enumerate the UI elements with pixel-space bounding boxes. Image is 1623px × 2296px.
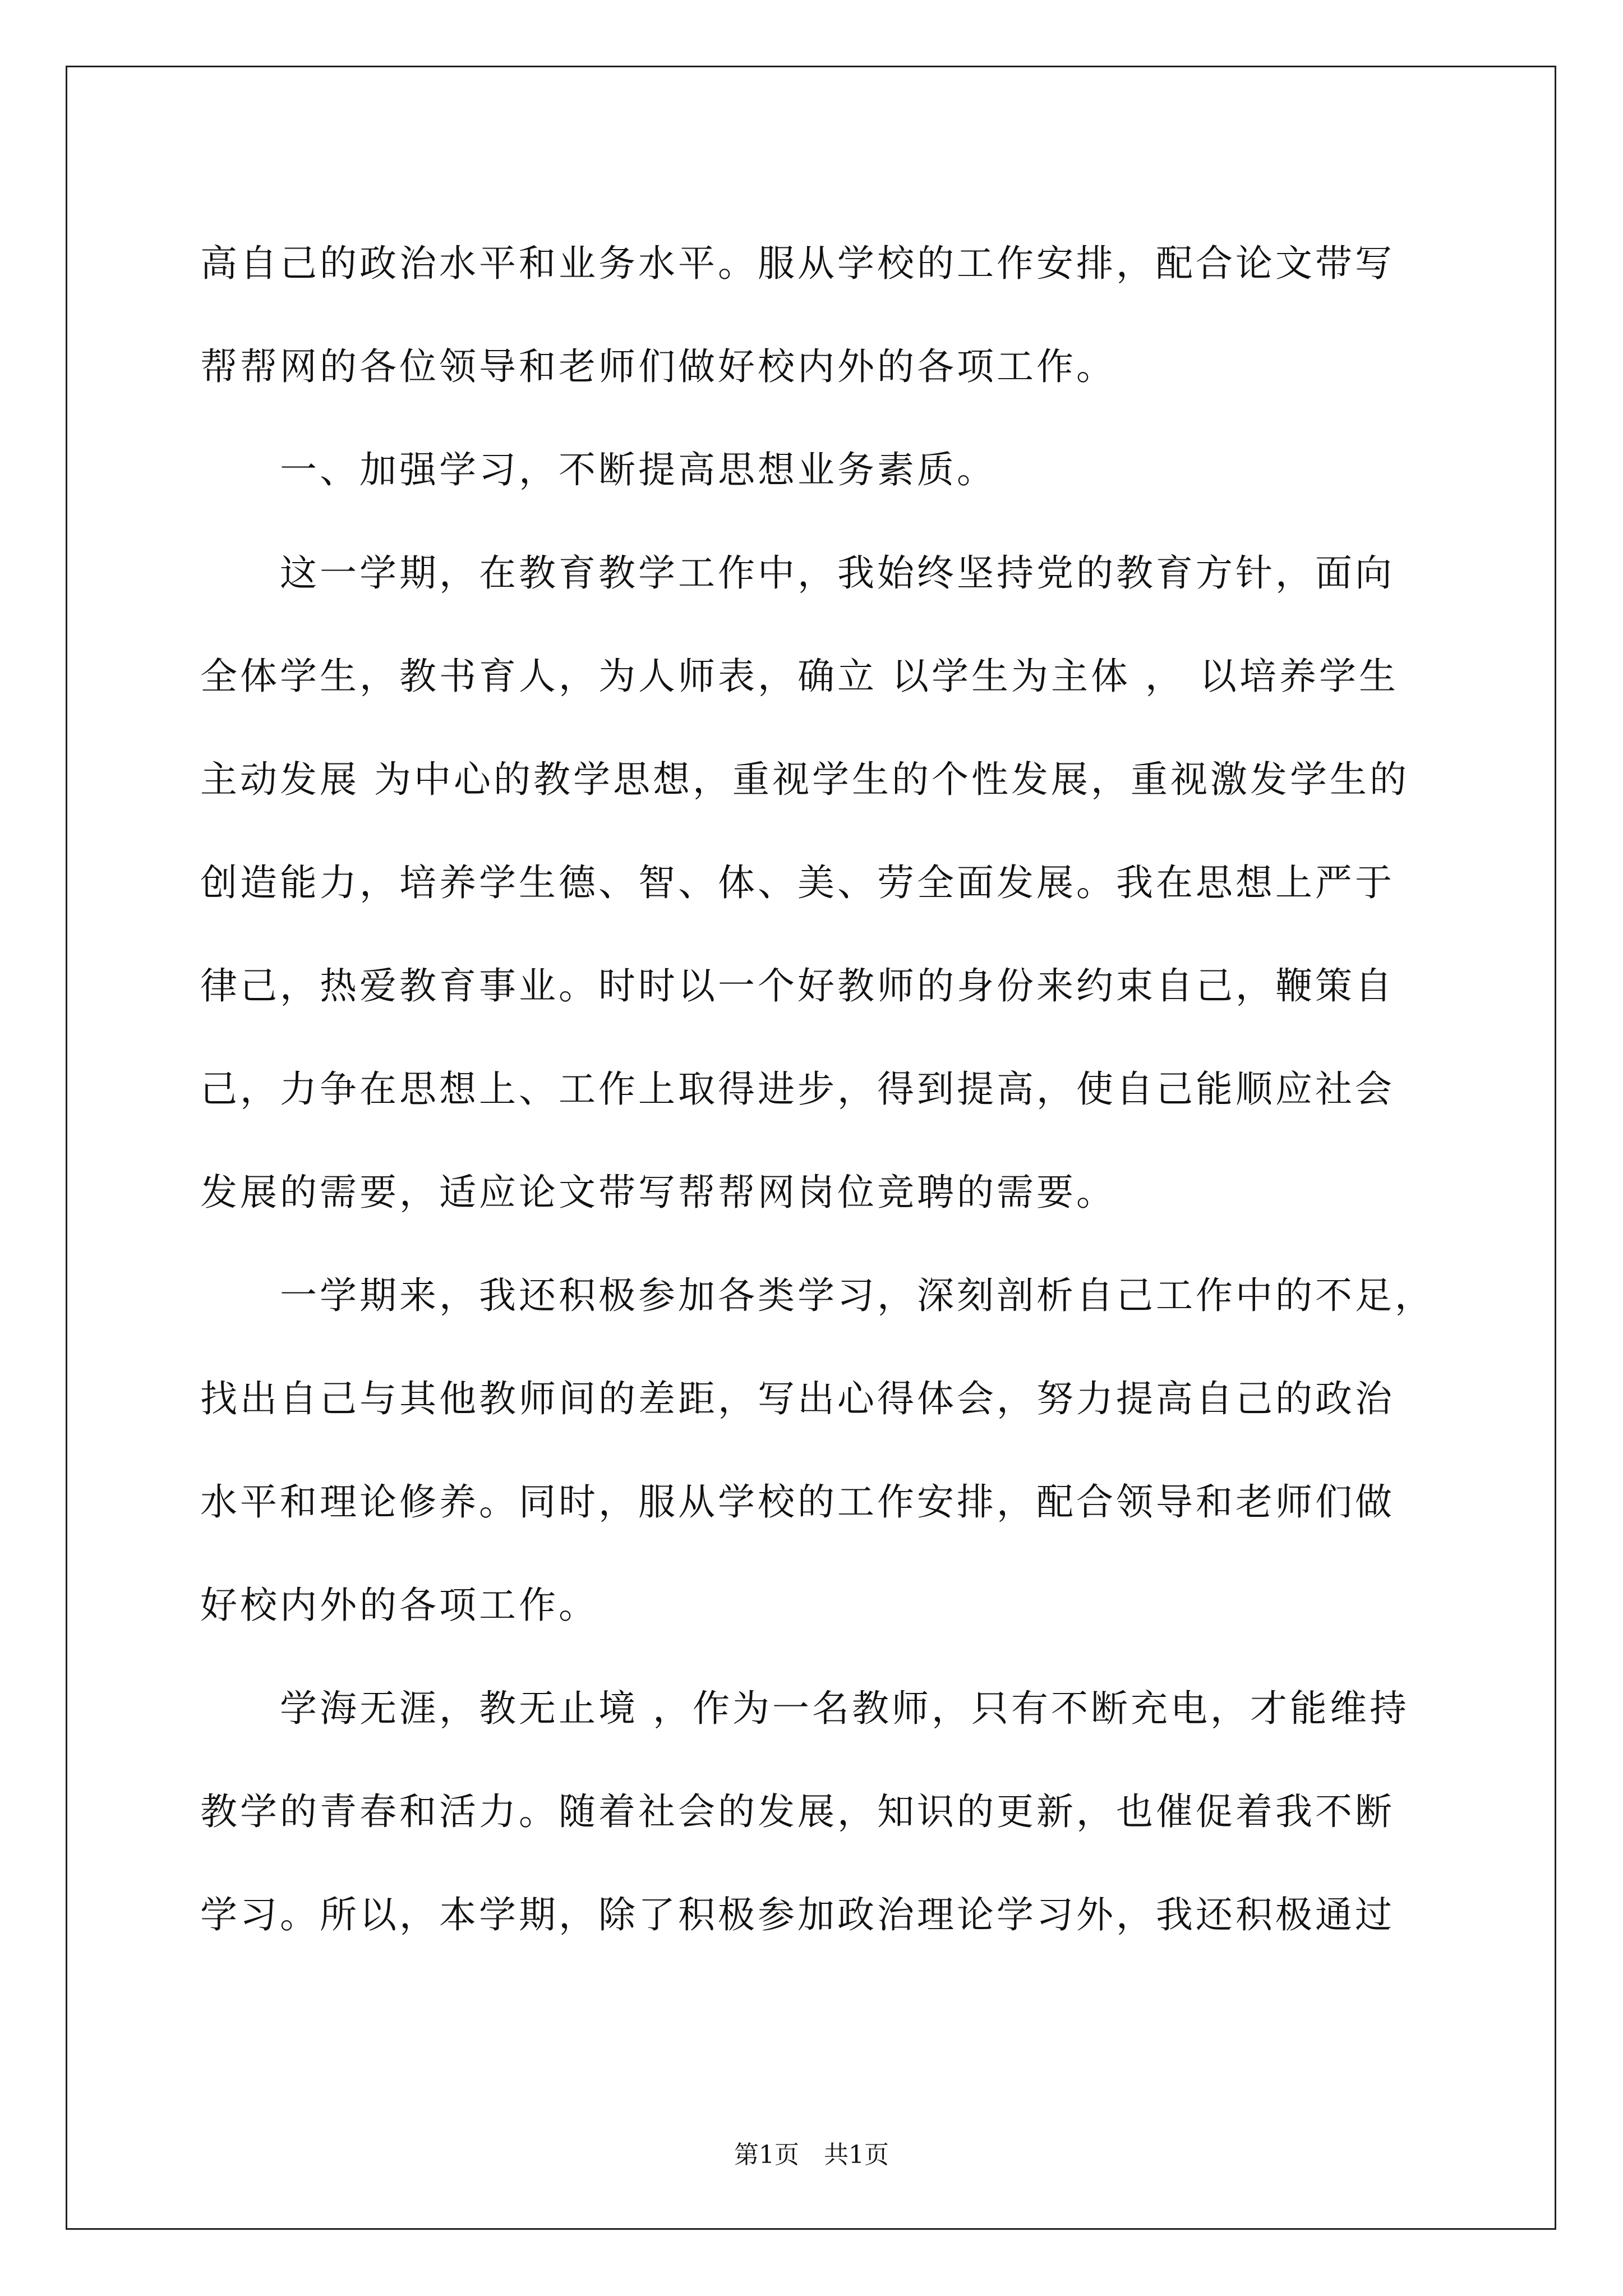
text-line: 帮帮网的各位领导和老师们做好校内外的各项工作。 <box>200 345 1116 388</box>
text-line: 学海无涯，教无止境 ，作为一名教师，只有不断充电，才能维持 <box>200 1687 1409 1730</box>
text-line: 这一学期，在教育教学工作中，我始终坚持党的教育方针，面向 <box>200 551 1395 595</box>
text-line: 一学期来，我还积极参加各类学习，深刻剖析自己工作中的不足， <box>200 1274 1435 1317</box>
section-heading: 一、加强学习，不断提高思想业务素质。 <box>200 448 997 491</box>
page-number-footer: 第1页 共1页 <box>734 2141 889 2169</box>
text-line: 己，力争在思想上、工作上取得进步，得到提高，使自己能顺应社会 <box>200 1068 1395 1111</box>
document-body <box>200 212 1434 1967</box>
text-line: 创造能力，培养学生德、智、体、美、劳全面发展。我在思想上严于 <box>200 861 1395 904</box>
text-line: 学习。所以，本学期，除了积极参加政治理论学习外，我还积极通过 <box>200 1893 1395 1936</box>
text-line: 发展的需要，适应论文带写帮帮网岗位竞聘的需要。 <box>200 1171 1116 1214</box>
text-line: 主动发展 为中心的教学思想，重视学生的个性发展，重视激发学生的 <box>200 758 1409 801</box>
text-line: 全体学生，教书育人，为人师表，确立 以学生为主体 ， 以培养学生 <box>200 655 1399 698</box>
text-line: 找出自己与其他教师间的差距，写出心得体会，努力提高自己的政治 <box>200 1377 1395 1420</box>
text-line: 好校内外的各项工作。 <box>200 1584 598 1627</box>
text-line: 律己，热爱教育事业。时时以一个好教师的身份来约束自己，鞭策自 <box>200 964 1395 1007</box>
text-line: 水平和理论修养。同时，服从学校的工作安排，配合领导和老师们做 <box>200 1480 1395 1524</box>
text-line: 高自己的政治水平和业务水平。服从学校的工作安排，配合论文带写 <box>200 242 1395 285</box>
text-line: 教学的青春和活力。随着社会的发展，知识的更新，也催促着我不断 <box>200 1790 1395 1833</box>
